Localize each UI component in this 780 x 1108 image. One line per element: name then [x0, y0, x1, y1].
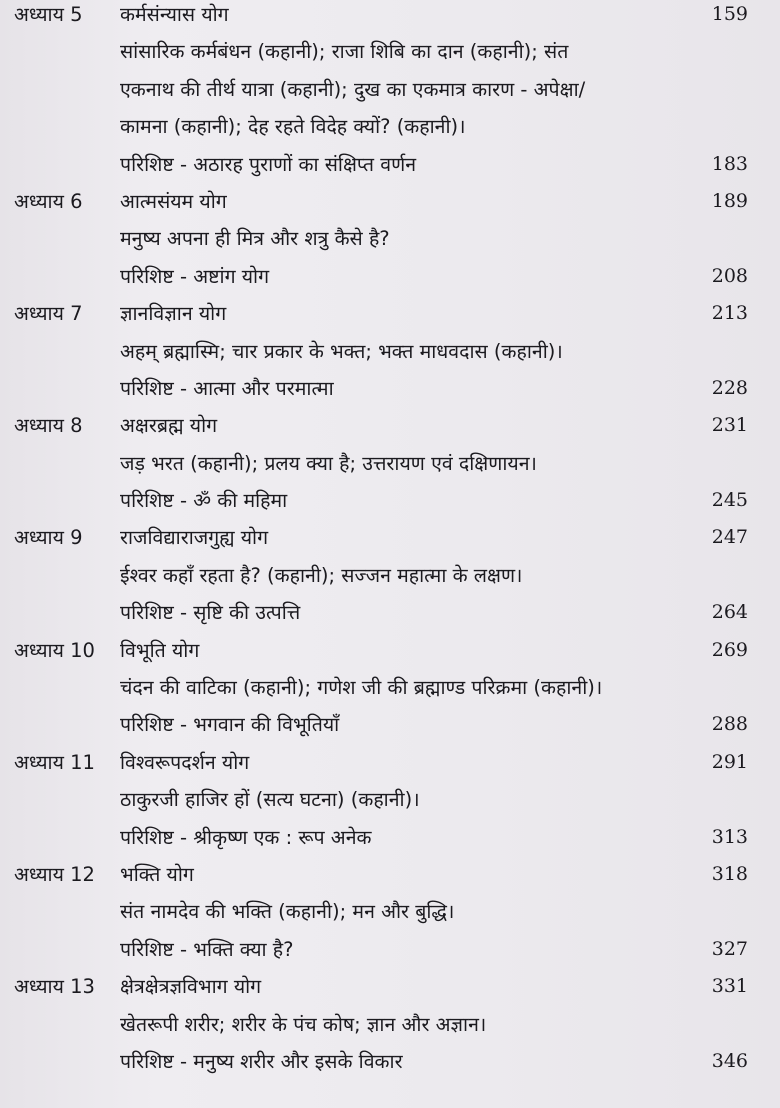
appendix-row	[0, 146, 780, 183]
chapter-description-row	[0, 445, 780, 482]
chapter-description-row	[0, 108, 780, 145]
appendix-row	[0, 594, 780, 631]
chapter-label: अध्याय 13	[14, 975, 95, 999]
chapter-description: संत नामदेव की भक्ति (कहानी); मन और बुद्धि।	[120, 900, 455, 924]
chapter-page-number: 318	[711, 862, 748, 885]
chapter-description-row	[0, 669, 780, 706]
appendix-title: परिशिष्ट - भक्ति क्या है?	[120, 937, 294, 961]
chapter-page-number: 159	[711, 3, 748, 25]
chapter-heading-row	[0, 968, 780, 1005]
appendix-row	[0, 819, 780, 856]
appendix-page-number: 313	[711, 825, 748, 848]
appendix-page-number: 264	[711, 601, 748, 624]
chapter-description: कामना (कहानी); देह रहते विदेह क्यों? (कहानी)।	[120, 115, 466, 139]
chapter-heading-row	[0, 0, 780, 33]
appendix-row	[0, 931, 780, 968]
appendix-title: परिशिष्ट - मनुष्य शरीर और इसके विकार	[120, 1049, 403, 1073]
chapter-heading-row	[0, 407, 780, 444]
chapter-description: अहम् ब्रह्मास्मि; चार प्रकार के भक्त; भक्त माधवदास (कहानी)।	[120, 339, 563, 363]
chapter-heading-row	[0, 519, 780, 556]
chapter-description: सांसारिक कर्मबंधन (कहानी); राजा शिबि का दान (कहानी); संत	[120, 40, 569, 64]
appendix-row	[0, 482, 780, 519]
chapter-description-row	[0, 1006, 780, 1043]
appendix-title: परिशिष्ट - अठारह पुराणों का संक्षिप्त वर्णन	[120, 152, 417, 176]
chapter-label: अध्याय 10	[14, 638, 95, 662]
appendix-row	[0, 370, 780, 407]
chapter-label: अध्याय 8	[14, 414, 83, 438]
chapter-page-number: 331	[711, 975, 748, 998]
chapter-page-number: 247	[711, 526, 748, 549]
chapter-label: अध्याय 5	[14, 3, 83, 26]
chapter-description: मनुष्य अपना ही मित्र और शत्रु कैसे है?	[120, 227, 390, 251]
chapter-title: आत्मसंयम योग	[120, 189, 227, 213]
appendix-page-number: 245	[711, 489, 748, 512]
appendix-page-number: 346	[711, 1049, 748, 1072]
chapter-description: ठाकुरजी हाजिर हों (सत्य घटना) (कहानी)।	[120, 788, 420, 812]
appendix-row	[0, 1043, 780, 1080]
appendix-title: परिशिष्ट - आत्मा और परमात्मा	[120, 376, 334, 400]
chapter-title: विश्वरूपदर्शन योग	[120, 750, 250, 774]
appendix-page-number: 183	[711, 152, 748, 175]
chapter-page-number: 269	[711, 638, 748, 661]
chapter-label: अध्याय 12	[14, 862, 95, 886]
chapter-label: अध्याय 9	[14, 526, 83, 550]
chapter-page-number: 291	[711, 750, 748, 773]
appendix-title: परिशिष्ट - भगवान की विभूतियाँ	[120, 713, 340, 737]
chapter-title: राजविद्याराजगुह्य योग	[120, 526, 269, 550]
chapter-label: अध्याय 11	[14, 750, 95, 774]
chapter-title: अक्षरब्रह्म योग	[120, 414, 218, 438]
chapter-description-row	[0, 893, 780, 930]
appendix-page-number: 228	[711, 376, 748, 399]
chapter-description: चंदन की वाटिका (कहानी); गणेश जी की ब्रह्माण्ड परिक्रमा (कहानी)।	[120, 676, 603, 700]
chapter-heading-row	[0, 744, 780, 781]
chapter-page-number: 231	[711, 414, 748, 437]
appendix-page-number: 327	[711, 937, 748, 960]
chapter-description-row	[0, 220, 780, 257]
chapter-description-row	[0, 71, 780, 108]
chapter-label: अध्याय 7	[14, 302, 83, 326]
chapter-description: एकनाथ की तीर्थ यात्रा (कहानी); दुख का एकमात्र कारण - अपेक्षा/	[120, 77, 586, 101]
chapter-title: विभूति योग	[120, 638, 200, 662]
chapter-page-number: 213	[711, 302, 748, 325]
chapter-description: ईश्वर कहाँ रहता है? (कहानी); सज्जन महात्मा के लक्षण।	[120, 563, 523, 587]
appendix-row	[0, 258, 780, 295]
chapter-heading-row	[0, 856, 780, 893]
chapter-title: कर्मसंन्यास योग	[120, 3, 229, 26]
chapter-description-row	[0, 33, 780, 70]
chapter-description: जड़ भरत (कहानी); प्रलय क्या है; उत्तरायण एवं दक्षिणायन।	[120, 451, 537, 475]
chapter-label: अध्याय 6	[14, 189, 83, 213]
chapter-heading-row	[0, 183, 780, 220]
chapter-page-number: 189	[711, 189, 748, 212]
chapter-description-row	[0, 333, 780, 370]
appendix-title: परिशिष्ट - ॐ की महिमा	[120, 489, 288, 513]
chapter-description: खेतरूपी शरीर; शरीर के पंच कोष; ज्ञान और अज्ञान।	[120, 1012, 487, 1036]
chapter-description-row	[0, 781, 780, 818]
chapter-heading-row	[0, 632, 780, 669]
chapter-heading-row	[0, 295, 780, 332]
chapter-description-row	[0, 557, 780, 594]
appendix-title: परिशिष्ट - सृष्टि की उत्पत्ति	[120, 601, 301, 625]
appendix-page-number: 208	[711, 264, 748, 287]
appendix-row	[0, 706, 780, 743]
chapter-title: ज्ञानविज्ञान योग	[120, 302, 227, 326]
appendix-title: परिशिष्ट - अष्टांग योग	[120, 264, 270, 288]
appendix-page-number: 288	[711, 713, 748, 736]
appendix-title: परिशिष्ट - श्रीकृष्ण एक : रूप अनेक	[120, 825, 372, 849]
chapter-title: क्षेत्रक्षेत्रज्ञविभाग योग	[120, 975, 262, 999]
chapter-title: भक्ति योग	[120, 862, 194, 886]
